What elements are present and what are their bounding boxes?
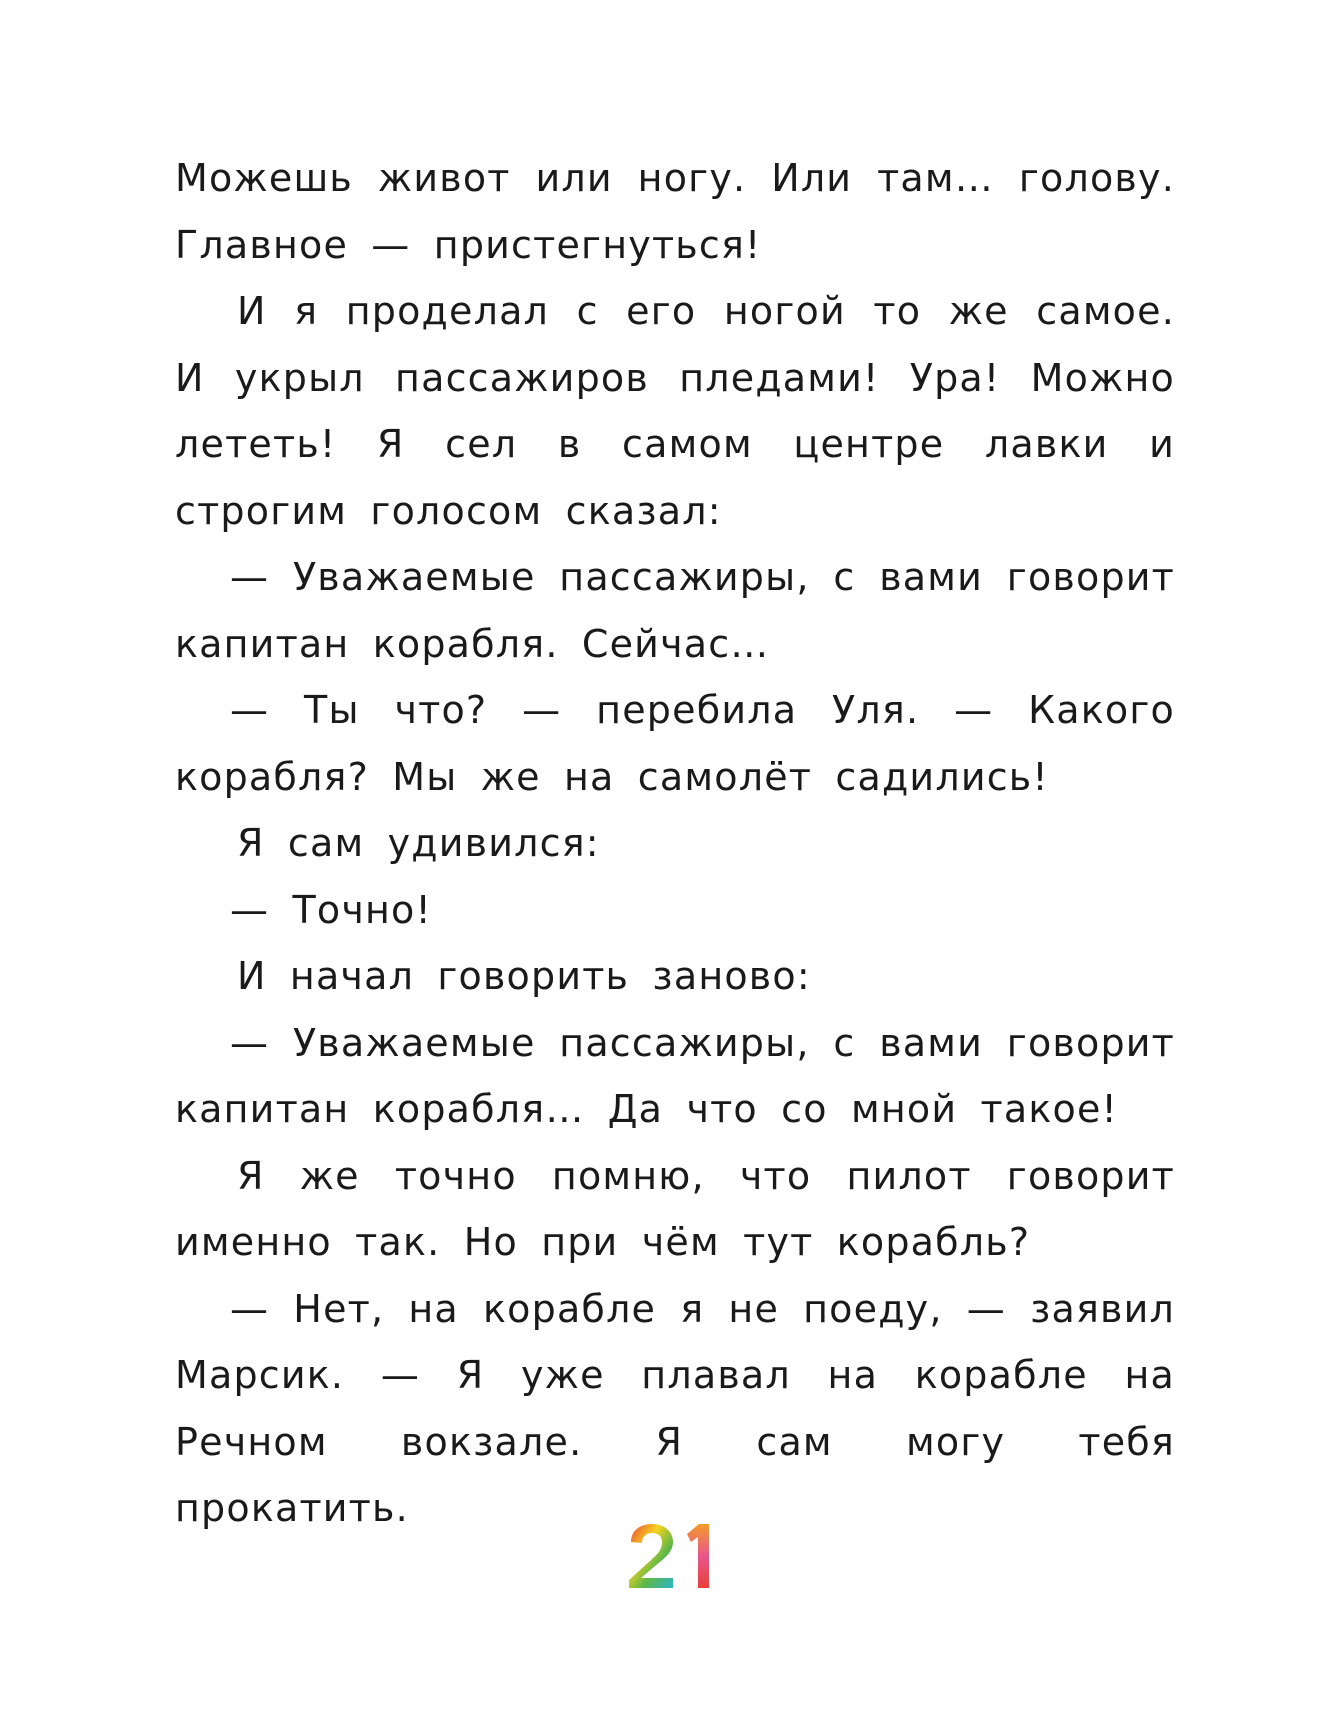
dialog-line: — Уважаемые пассажиры, с вами говорит капитан корабля. Сейчас… (175, 555, 1175, 666)
dialog-line: — Уважаемые пассажиры, с вами говорит капитан корабля… Да что со мной такое! (175, 1020, 1175, 1131)
dialog-line: — Нет, на корабле я не поеду, — заявил Марсик. — Я уже плавал на корабле на Речном вокзале. Я сам могу тебя прокатить. (175, 1286, 1175, 1530)
page-number-digit-2 (629, 1524, 673, 1588)
dialog-line: — Точно! (230, 887, 432, 932)
page-number (0, 1520, 1339, 1597)
text-body (175, 145, 1175, 1542)
paragraph: Я же точно помню, что пилот говорит именно так. Но при чём тут корабль? (175, 1153, 1175, 1264)
paragraph: Я сам удивился: (237, 821, 600, 865)
page-number-graphic (625, 1520, 715, 1592)
dialog-line: — Ты что? — перебила Уля. — Какого корабля? Мы же на самолёт садились! (175, 688, 1175, 799)
paragraph: И начал говорить заново: (237, 954, 811, 998)
paragraph: И я проделал с его ногой то же самое. И укрыл пассажиров пледами! Ура! Можно лететь! Я сел в самом центре лавки и строгим голосом сказал: (175, 289, 1175, 533)
page-number-digit-1 (687, 1524, 709, 1588)
paragraph: Можешь живот или ногу. Или там… голову. Главное — пристегнуться! (175, 156, 1175, 267)
